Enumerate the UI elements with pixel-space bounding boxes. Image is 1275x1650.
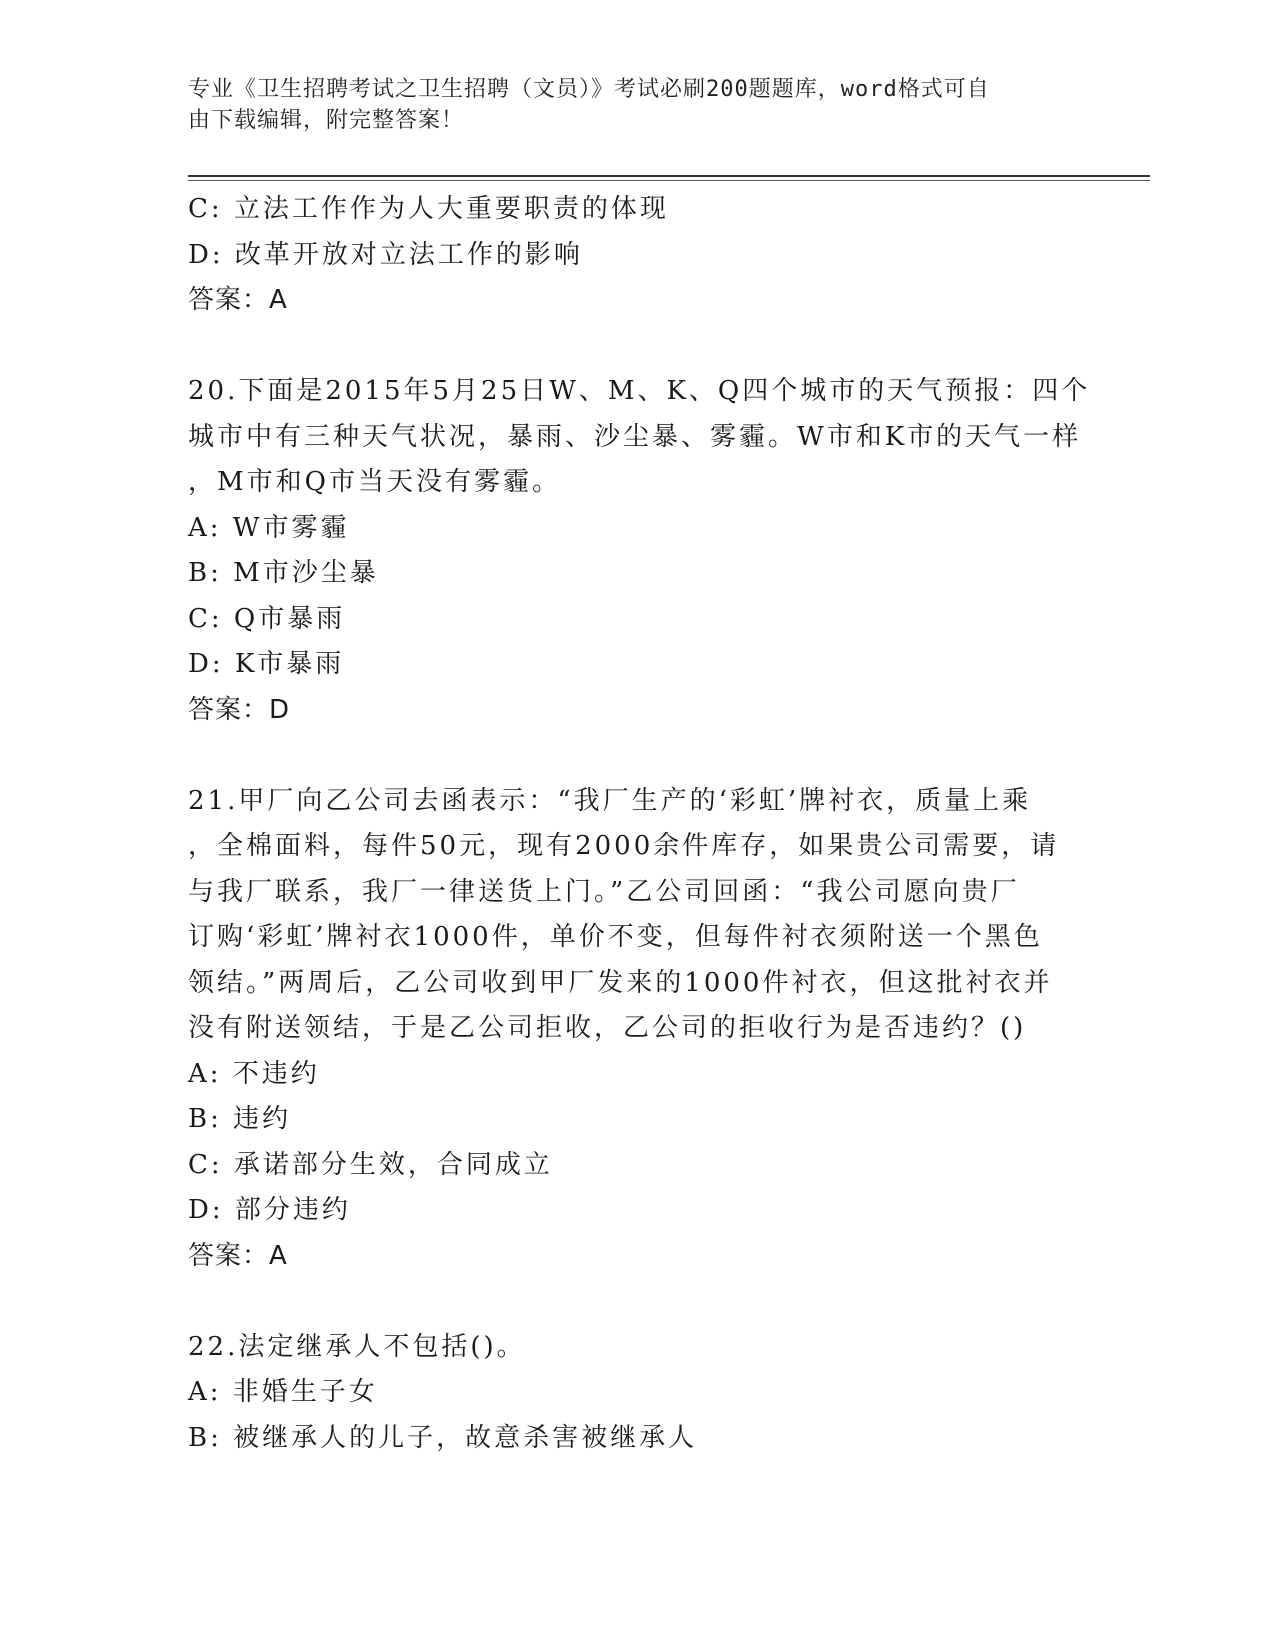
q20-stem-line-1: 20.下面是2015年5月25日W、M、K、Q四个城市的天气预报：四个	[188, 376, 1091, 406]
q21-stem-line-5: 领结。”两周后，乙公司收到甲厂发来的1000件衬衣，但这批衬衣并	[188, 967, 1053, 998]
q21-stem-line-4: 订购‘彩虹’牌衬衣1000件，单价不变，但每件衬衣须附送一个黑色	[188, 922, 1043, 952]
q21-stem-line-1: 21.甲厂向乙公司去函表示：“我厂生产的‘彩虹’牌衬衣，质量上乘	[188, 785, 1032, 816]
q20-stem-line-2: 城市中有三种天气状况，暴雨、沙尘暴、雾霾。W市和K市的天气一样	[188, 421, 1082, 452]
q21-option-c: C: 承诺部分生效，合同成立	[188, 1149, 553, 1180]
q20-option-d: D: K市暴雨	[188, 649, 345, 679]
q21-option-d: D: 部分违约	[188, 1195, 351, 1225]
q19-option-d: D: 改革开放对立法工作的影响	[188, 239, 583, 270]
q21-answer: 答案：A	[188, 1240, 288, 1271]
header-divider-thick	[188, 175, 1150, 177]
q21-stem-line-3: 与我厂联系，我厂一律送货上门。”乙公司回函：“我公司愿向贵厂	[188, 876, 1020, 907]
q22-option-b: B: 被继承人的儿子，故意杀害被继承人	[188, 1422, 698, 1453]
q20-option-a: A: W市雾霾	[188, 512, 350, 543]
spacer	[188, 324, 1088, 370]
q21-option-b: B: 违约	[188, 1104, 292, 1134]
question-content	[188, 187, 1091, 1461]
header-divider-thin	[188, 180, 1150, 181]
q20-option-c: C: Q市暴雨	[188, 603, 346, 634]
q19-option-c: C: 立法工作作为人大重要职责的体现	[188, 194, 669, 224]
q19-answer: 答案：A	[188, 285, 288, 315]
q20-answer: 答案：D	[188, 694, 291, 725]
q20-option-b: B: M市沙尘暴	[188, 558, 379, 588]
question-19	[188, 187, 1088, 324]
question-21	[188, 779, 1088, 1280]
q21-stem-line-2: ，全棉面料，每件50元，现有2000余件库存，如果贵公司需要，请	[188, 831, 1060, 861]
q22-stem-line-1: 22.法定继承人不包括()。	[188, 1331, 526, 1362]
q21-option-a: A: 不违约	[188, 1058, 320, 1089]
spacer	[188, 733, 1088, 779]
page-header	[188, 74, 1068, 136]
spacer	[188, 1279, 1088, 1325]
q22-option-a: A: 非婚生子女	[188, 1377, 378, 1407]
header-title-line-2: 由下载编辑，附完整答案！	[188, 108, 465, 133]
question-20	[188, 369, 1091, 733]
question-22	[188, 1325, 1088, 1462]
header-title-line-1: 专业《卫生招聘考试之卫生招聘（文员）》考试必刷200题题库，word格式可自	[188, 77, 990, 102]
q21-stem-line-6: 没有附送领结，于是乙公司拒收，乙公司的拒收行为是否违约？()	[188, 1013, 1027, 1043]
q20-stem-line-3: ，M市和Q市当天没有雾霾。	[188, 467, 561, 497]
